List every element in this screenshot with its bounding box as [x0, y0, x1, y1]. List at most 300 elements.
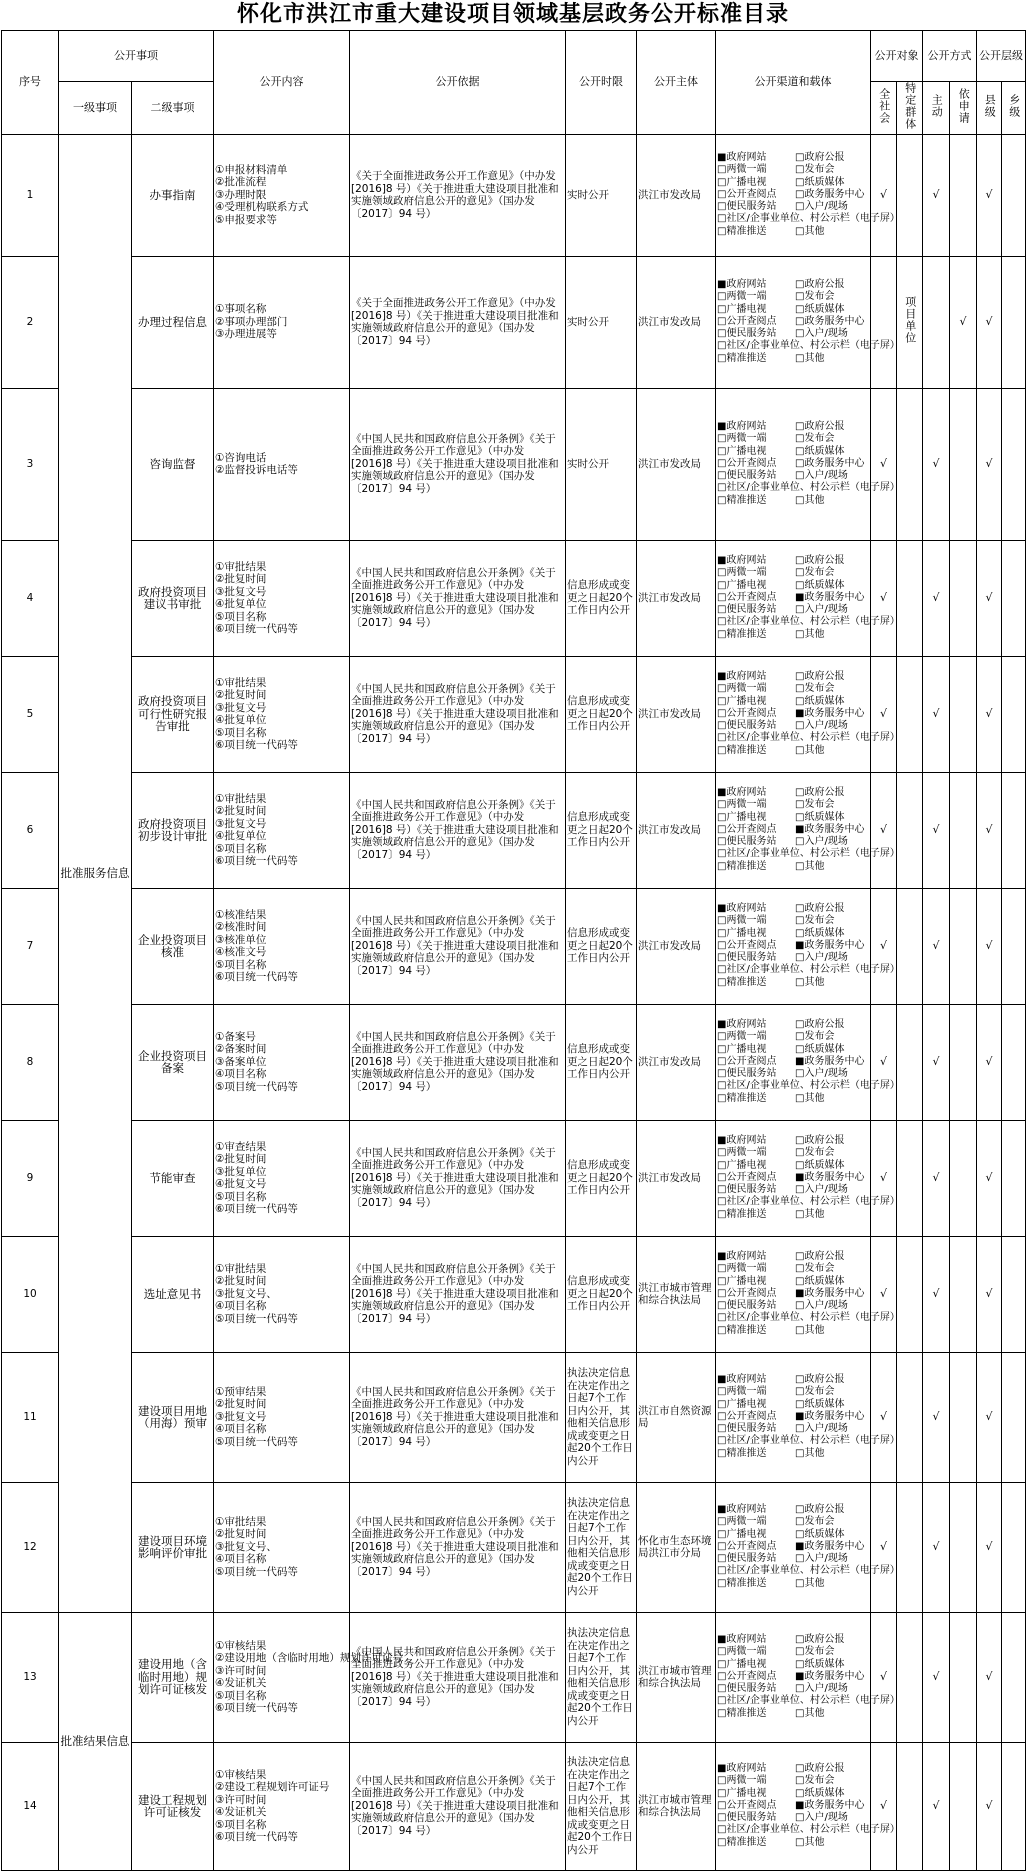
publish-subject: 洪江市发改局 — [637, 772, 716, 888]
target-specific-mark — [897, 388, 923, 540]
header-channel: 公开渠道和载体 — [716, 31, 871, 135]
channel-cell — [716, 1236, 900, 1352]
channel-option: □纸质媒体 — [795, 579, 845, 591]
channel-option: □政府公报 — [795, 1251, 845, 1263]
target-specific-text: 项目单位 — [903, 296, 917, 345]
target-specific-mark — [897, 888, 923, 1004]
table-row — [2, 1352, 1026, 1482]
channel-option: □纸质媒体 — [795, 811, 845, 823]
table-row — [2, 888, 1026, 1004]
channel-option: □两微一端 — [717, 1646, 767, 1658]
channel-option: □广播电视 — [717, 811, 767, 823]
basis-text: 《中国人民共和国政府信息公开条例》《关于全面推进政务公开工作意见》（中办发[2016]8 号）《关于推进重大建设项目批准和实施领域政府信息公开的意见》（国办发〔2017〕94 号） — [350, 772, 566, 888]
channel-option: ■政府网站 — [717, 1019, 767, 1031]
channel-option: □两微一端 — [717, 683, 767, 695]
level-county-mark: √ — [977, 388, 1002, 540]
content-item: ⑥项目统一代码等 — [215, 1203, 298, 1215]
channel-grid — [717, 152, 900, 237]
content-list — [214, 388, 350, 540]
header-target-specific: 特定群体 — [897, 82, 923, 135]
content-item: ④项目名称 — [215, 1068, 267, 1081]
content-item: ②批复时间 — [215, 1398, 267, 1411]
level2-item: 节能审查 — [132, 1120, 214, 1236]
level2-item: 政府投资项目建议书审批 — [132, 540, 214, 656]
channel-option: □入户/现场 — [795, 1553, 848, 1565]
header-level2: 二级事项 — [132, 82, 214, 135]
content-item: ①核准结果 — [215, 908, 267, 921]
channel-option: ■政府网站 — [717, 1135, 767, 1147]
channel-option: □其他 — [795, 860, 825, 872]
content-item: ④受理机构联系方式 — [215, 201, 309, 214]
content-list — [214, 1236, 350, 1352]
channel-cell — [716, 772, 900, 888]
channel-option: □便民服务站 — [717, 1184, 777, 1196]
channel-cell — [716, 1352, 900, 1482]
basis-text: 《中国人民共和国政府信息公开条例》《关于全面推进政务公开工作意见》（中办发[2016]8 号）《关于推进重大建设项目批准和实施领域政府信息公开的意见》（国办发〔2017〕94 号） — [350, 656, 566, 772]
channel-cell — [716, 1482, 900, 1612]
time-limit: 执法决定信息在决定作出之日起7个工作日内公开，其他相关信息形成或变更之日起20个工作日内公开 — [566, 1742, 637, 1870]
channel-option: □发布会 — [795, 799, 835, 811]
channel-option: □广播电视 — [717, 1275, 767, 1287]
channel-cell — [716, 888, 900, 1004]
channel-option: □两微一端 — [717, 1147, 767, 1159]
level-county-mark: √ — [977, 1742, 1002, 1870]
channel-option: □其他 — [795, 1577, 825, 1589]
channel-option: □便民服务站 — [717, 1300, 777, 1312]
content-item: ④发证机关 — [215, 1677, 267, 1689]
content-item: ②批复时间 — [215, 1275, 267, 1288]
level2-item: 建设用地（含临时用地）规划许可证核发 — [132, 1612, 214, 1742]
channel-option: □社区/企事业单位、村公示栏（电子屏） — [717, 1435, 900, 1447]
channel-option: □广播电视 — [717, 927, 767, 939]
channel-option: □其他 — [795, 1447, 825, 1459]
content-item: ⑤项目名称 — [215, 842, 267, 855]
channel-option: ■政府网站 — [717, 279, 767, 291]
content-item: ①审批结果 — [215, 1515, 267, 1528]
level-town-mark — [1002, 1482, 1026, 1612]
method-active-mark: √ — [923, 134, 950, 256]
table-row — [2, 656, 1026, 772]
target-specific-mark — [897, 134, 923, 256]
channel-option: □政务服务中心 — [795, 315, 865, 327]
content-item: ①预审结果 — [215, 1385, 267, 1398]
header-target: 公开对象 — [871, 31, 923, 82]
channel-option: □入户/现场 — [795, 1683, 848, 1695]
level-county-mark: √ — [977, 656, 1002, 772]
table-row — [2, 388, 1026, 540]
header-method-request: 依申请 — [950, 82, 977, 135]
method-active-mark: √ — [923, 888, 950, 1004]
table-row — [2, 1120, 1026, 1236]
channel-option: □发布会 — [795, 1386, 835, 1398]
channel-option: □政务服务中心 — [795, 457, 865, 469]
channel-option: □公开查阅点 — [717, 1410, 777, 1422]
channel-option: ■政务服务中心 — [795, 707, 865, 719]
channel-option: □广播电视 — [717, 1787, 767, 1799]
content-item: ①备案号 — [215, 1030, 256, 1043]
row-seq: 9 — [2, 1120, 59, 1236]
method-active-mark: √ — [923, 772, 950, 888]
header-subject: 公开主体 — [637, 31, 716, 135]
content-list — [214, 1004, 350, 1120]
target-all-mark: √ — [871, 1120, 897, 1236]
target-specific-mark — [897, 1236, 923, 1352]
content-item: ④批复文号 — [215, 1178, 267, 1190]
time-limit: 实时公开 — [566, 256, 637, 388]
channel-option: □广播电视 — [717, 445, 767, 457]
level2-item: 政府投资项目可行性研究报告审批 — [132, 656, 214, 772]
time-limit: 执法决定信息在决定作出之日起7个工作日内公开，其他相关信息形成或变更之日起20个工作日内公开 — [566, 1352, 637, 1482]
time-limit: 信息形成或变更之日起20个工作日内公开 — [566, 888, 637, 1004]
channel-option: □其他 — [795, 225, 825, 237]
level1-item: 批准服务信息 — [59, 134, 132, 1612]
target-specific-mark — [897, 540, 923, 656]
level2-item: 建设项目用地（用海）预审 — [132, 1352, 214, 1482]
channel-option: □其他 — [795, 1324, 825, 1336]
level-county-mark: √ — [977, 540, 1002, 656]
content-item: ③核准单位 — [215, 933, 267, 946]
publish-subject: 洪江市发改局 — [637, 256, 716, 388]
basis-text: 《中国人民共和国政府信息公开条例》《关于全面推进政务公开工作意见》（中办发[2016]8 号）《关于推进重大建设项目批准和实施领域政府信息公开的意见》（国办发〔2017〕94 号） — [350, 1352, 566, 1482]
level-county-mark: √ — [977, 256, 1002, 388]
method-request-mark — [950, 1352, 977, 1482]
level-town-mark — [1002, 1004, 1026, 1120]
content-item: ②监督投诉电话等 — [215, 464, 298, 476]
channel-option: □便民服务站 — [717, 1683, 777, 1695]
content-item: ①审核结果 — [215, 1768, 267, 1781]
content-list — [214, 134, 350, 256]
channel-option: □广播电视 — [717, 176, 767, 188]
content-item: ②建设工程规划许可证号 — [215, 1781, 330, 1793]
row-seq: 8 — [2, 1004, 59, 1120]
channel-option: □精准推送 — [717, 860, 767, 872]
row-seq: 3 — [2, 388, 59, 540]
content-item: ④批复单位 — [215, 830, 267, 842]
content-item: ⑥项目统一代码等 — [215, 855, 298, 867]
target-specific-mark — [897, 656, 923, 772]
channel-option: □两微一端 — [717, 1386, 767, 1398]
channel-option: □纸质媒体 — [795, 445, 845, 457]
channel-option: □公开查阅点 — [717, 1287, 777, 1299]
content-item: ①审批结果 — [215, 676, 267, 689]
method-active-mark: √ — [923, 388, 950, 540]
channel-option: □其他 — [795, 1836, 825, 1848]
channel-grid — [717, 671, 900, 756]
channel-option: □公开查阅点 — [717, 1799, 777, 1811]
content-item: ②批复时间 — [215, 1153, 267, 1165]
channel-option: □便民服务站 — [717, 1812, 777, 1824]
method-request-mark — [950, 1236, 977, 1352]
channel-grid — [717, 279, 900, 364]
header-method-active: 主动 — [923, 82, 950, 135]
content-item: ④项目名称 — [215, 1553, 267, 1566]
channel-cell — [716, 540, 900, 656]
channel-option: □社区/企事业单位、村公示栏（电子屏） — [717, 1565, 900, 1577]
level-town-mark — [1002, 1742, 1026, 1870]
channel-option: □纸质媒体 — [795, 1275, 845, 1287]
channel-option: □政府公报 — [795, 555, 845, 567]
channel-option: □入户/现场 — [795, 1068, 848, 1080]
channel-option: □政府公报 — [795, 152, 845, 164]
channel-option: □公开查阅点 — [717, 823, 777, 835]
channel-option: □纸质媒体 — [795, 1043, 845, 1055]
channel-option: □发布会 — [795, 164, 835, 176]
content-item: ⑤项目名称 — [215, 1818, 267, 1831]
channel-option: □纸质媒体 — [795, 1658, 845, 1670]
basis-text: 《中国人民共和国政府信息公开条例》《关于全面推进政务公开工作意见》（中办发[2016]8 号）《关于推进重大建设项目批准和实施领域政府信息公开的意见》（国办发〔2017〕94 号） — [350, 1482, 566, 1612]
channel-option: □入户/现场 — [795, 470, 848, 482]
content-item: ③批复文号 — [215, 817, 267, 830]
target-all-mark: √ — [871, 888, 897, 1004]
channel-option: □两微一端 — [717, 1031, 767, 1043]
method-request-mark — [950, 888, 977, 1004]
channel-option: □两微一端 — [717, 291, 767, 303]
channel-option: ■政务服务中心 — [795, 1540, 865, 1552]
channel-option: ■政务服务中心 — [795, 939, 865, 951]
content-item: ⑤项目统一代码等 — [215, 1435, 298, 1448]
time-limit: 信息形成或变更之日起20个工作日内公开 — [566, 1236, 637, 1352]
channel-option: □精准推送 — [717, 1208, 767, 1220]
content-item: ⑤项目名称 — [215, 1689, 267, 1702]
level2-item: 办理过程信息 — [132, 256, 214, 388]
method-request-mark — [950, 134, 977, 256]
channel-option: ■政府网站 — [717, 1634, 767, 1646]
table-body — [2, 134, 1026, 1870]
channel-option: □社区/企事业单位、村公示栏（电子屏） — [717, 1312, 900, 1324]
channel-option: □发布会 — [795, 1031, 835, 1043]
row-seq: 14 — [2, 1742, 59, 1870]
channel-option: □其他 — [795, 352, 825, 364]
channel-option: □精准推送 — [717, 976, 767, 988]
channel-option: □社区/企事业单位、村公示栏（电子屏） — [717, 616, 900, 628]
channel-option: □发布会 — [795, 683, 835, 695]
channel-option: □公开查阅点 — [717, 457, 777, 469]
channel-option: □入户/现场 — [795, 328, 848, 340]
header-level-county: 县级 — [977, 82, 1002, 135]
channel-option: □入户/现场 — [795, 201, 848, 213]
channel-option: □便民服务站 — [717, 1423, 777, 1435]
content-list — [214, 1120, 350, 1236]
channel-option: ■政府网站 — [717, 1251, 767, 1263]
channel-option: □纸质媒体 — [795, 1787, 845, 1799]
content-item: ①咨询电话 — [215, 451, 267, 464]
target-all-mark: √ — [871, 1482, 897, 1612]
header-level-town: 乡级 — [1002, 82, 1026, 135]
channel-option: □公开查阅点 — [717, 939, 777, 951]
level-county-mark: √ — [977, 772, 1002, 888]
target-all-mark: √ — [871, 1236, 897, 1352]
channel-option: □公开查阅点 — [717, 707, 777, 719]
channel-option: ■政务服务中心 — [795, 1171, 865, 1183]
header-level: 公开层级 — [977, 31, 1026, 82]
channel-option: □广播电视 — [717, 1159, 767, 1171]
channel-option: □入户/现场 — [795, 1184, 848, 1196]
content-item: ③批复文号 — [215, 585, 267, 598]
content-item: ③批复文号、 — [215, 1540, 277, 1553]
channel-option: ■政务服务中心 — [795, 1055, 865, 1067]
publish-subject: 洪江市发改局 — [637, 134, 716, 256]
target-all-mark: √ — [871, 1612, 897, 1742]
level-county-mark: √ — [977, 1236, 1002, 1352]
channel-option: □精准推送 — [717, 1707, 767, 1719]
time-limit: 信息形成或变更之日起20个工作日内公开 — [566, 1004, 637, 1120]
header-seq: 序号 — [2, 31, 59, 135]
row-seq: 2 — [2, 256, 59, 388]
time-limit: 实时公开 — [566, 134, 637, 256]
content-item: ⑥项目统一代码等 — [215, 1831, 298, 1843]
channel-option: □社区/企事业单位、村公示栏（电子屏） — [717, 340, 900, 352]
channel-option: □精准推送 — [717, 744, 767, 756]
channel-option: □其他 — [795, 976, 825, 988]
content-list — [214, 1612, 403, 1742]
channel-option: ■政府网站 — [717, 1763, 767, 1775]
channel-grid — [717, 1374, 900, 1459]
method-active-mark: √ — [923, 656, 950, 772]
row-seq: 12 — [2, 1482, 59, 1612]
method-active-mark: √ — [923, 1352, 950, 1482]
channel-option: □纸质媒体 — [795, 695, 845, 707]
content-item: ⑤项目统一代码等 — [215, 1312, 298, 1325]
channel-option: ■政务服务中心 — [795, 591, 865, 603]
channel-cell — [716, 388, 900, 540]
target-all-mark: √ — [871, 388, 897, 540]
channel-option: □社区/企事业单位、村公示栏（电子屏） — [717, 1695, 900, 1707]
content-item: ⑥项目统一代码等 — [215, 739, 298, 751]
channel-cell — [716, 1612, 900, 1742]
level-town-mark — [1002, 1236, 1026, 1352]
channel-option: □广播电视 — [717, 1528, 767, 1540]
content-item: ⑥项目统一代码等 — [215, 1702, 298, 1714]
method-request-mark — [950, 1120, 977, 1236]
content-item: ③许可时间 — [215, 1664, 267, 1677]
header-basis: 公开依据 — [350, 31, 566, 135]
publish-subject: 洪江市发改局 — [637, 540, 716, 656]
content-item: ④批复单位 — [215, 598, 267, 610]
content-item: ②批复时间 — [215, 573, 267, 585]
method-request-mark — [950, 388, 977, 540]
channel-option: □其他 — [795, 1208, 825, 1220]
channel-grid — [717, 1763, 900, 1848]
content-item: ⑤申报要求等 — [215, 213, 277, 226]
channel-option: □政府公报 — [795, 279, 845, 291]
content-list — [214, 772, 350, 888]
channel-option: □社区/企事业单位、村公示栏（电子屏） — [717, 213, 900, 225]
channel-option: □发布会 — [795, 1775, 835, 1787]
level2-item: 办事指南 — [132, 134, 214, 256]
channel-option: □发布会 — [795, 567, 835, 579]
channel-option: □便民服务站 — [717, 720, 777, 732]
content-item: ②批准流程 — [215, 176, 267, 189]
method-active-mark: √ — [923, 1236, 950, 1352]
content-list — [214, 256, 350, 388]
channel-option: □社区/企事业单位、村公示栏（电子屏） — [717, 1080, 900, 1092]
method-active-mark: √ — [923, 1612, 950, 1742]
header-content: 公开内容 — [214, 31, 350, 135]
channel-option: □公开查阅点 — [717, 1540, 777, 1552]
channel-option: □发布会 — [795, 1263, 835, 1275]
method-request-mark — [950, 540, 977, 656]
row-seq: 4 — [2, 540, 59, 656]
content-list — [214, 656, 350, 772]
time-limit: 信息形成或变更之日起20个工作日内公开 — [566, 540, 637, 656]
channel-option: ■政府网站 — [717, 152, 767, 164]
channel-grid — [717, 1504, 900, 1589]
content-item: ②事项办理部门 — [215, 315, 288, 328]
channel-option: □精准推送 — [717, 628, 767, 640]
time-limit: 执法决定信息在决定作出之日起7个工作日内公开，其他相关信息形成或变更之日起20个工作日内公开 — [566, 1482, 637, 1612]
content-item: ⑤项目统一代码等 — [215, 1080, 298, 1093]
publish-subject: 洪江市城市管理和综合执法局 — [637, 1742, 716, 1870]
channel-option: □精准推送 — [717, 494, 767, 506]
content-item: ①审批结果 — [215, 1262, 267, 1275]
level-town-mark — [1002, 772, 1026, 888]
target-all-mark — [871, 256, 897, 388]
channel-option: ■政务服务中心 — [795, 1799, 865, 1811]
content-item: ⑤项目名称 — [215, 958, 267, 971]
basis-text: 《中国人民共和国政府信息公开条例》《关于全面推进政务公开工作意见》（中办发[2016]8 号）《关于推进重大建设项目批准和实施领域政府信息公开的意见》（国办发〔2017〕94 号） — [350, 1004, 566, 1120]
channel-option: □政府公报 — [795, 787, 845, 799]
channel-option: □两微一端 — [717, 915, 767, 927]
channel-option: □两微一端 — [717, 1775, 767, 1787]
table-row — [2, 1482, 1026, 1612]
channel-option: □两微一端 — [717, 567, 767, 579]
level-county-mark: √ — [977, 888, 1002, 1004]
content-item: ③批复文号、 — [215, 1287, 277, 1300]
table-row — [2, 134, 1026, 256]
method-request-mark — [950, 1482, 977, 1612]
header-target-all: 全社会 — [871, 82, 897, 135]
row-seq: 13 — [2, 1612, 59, 1742]
target-specific-mark — [897, 1742, 923, 1870]
level-county-mark: √ — [977, 1482, 1002, 1612]
table-row — [2, 772, 1026, 888]
level-county-mark: √ — [977, 134, 1002, 256]
channel-option: □公开查阅点 — [717, 188, 777, 200]
channel-option: □发布会 — [795, 433, 835, 445]
channel-option: □两微一端 — [717, 1263, 767, 1275]
target-specific-mark — [897, 1612, 923, 1742]
channel-grid — [717, 1135, 900, 1220]
method-request-mark — [950, 1004, 977, 1120]
channel-option: □广播电视 — [717, 579, 767, 591]
channel-option: □纸质媒体 — [795, 176, 845, 188]
channel-option: □社区/企事业单位、村公示栏（电子屏） — [717, 482, 900, 494]
channel-option: □政府公报 — [795, 421, 845, 433]
channel-option: ■政府网站 — [717, 903, 767, 915]
content-item: ③备案单位 — [215, 1055, 267, 1068]
publish-subject: 怀化市生态环境局洪江市分局 — [637, 1482, 716, 1612]
level2-item: 选址意见书 — [132, 1236, 214, 1352]
channel-option: ■政府网站 — [717, 671, 767, 683]
channel-option: □发布会 — [795, 1516, 835, 1528]
channel-option: □政府公报 — [795, 1763, 845, 1775]
level-town-mark — [1002, 388, 1026, 540]
method-active-mark: √ — [923, 1742, 950, 1870]
channel-option: □精准推送 — [717, 1577, 767, 1589]
content-item: ①审批结果 — [215, 792, 267, 805]
channel-grid — [717, 555, 900, 640]
method-request-mark — [950, 656, 977, 772]
channel-option: □政府公报 — [795, 1374, 845, 1386]
target-specific-mark — [897, 772, 923, 888]
header-level1: 一级事项 — [59, 82, 132, 135]
content-list — [214, 1482, 350, 1612]
level-county-mark: √ — [977, 1120, 1002, 1236]
table-row — [2, 540, 1026, 656]
channel-option: □政府公报 — [795, 903, 845, 915]
time-limit: 执法决定信息在决定作出之日起7个工作日内公开，其他相关信息形成或变更之日起20个工作日内公开 — [566, 1612, 637, 1742]
row-seq: 1 — [2, 134, 59, 256]
